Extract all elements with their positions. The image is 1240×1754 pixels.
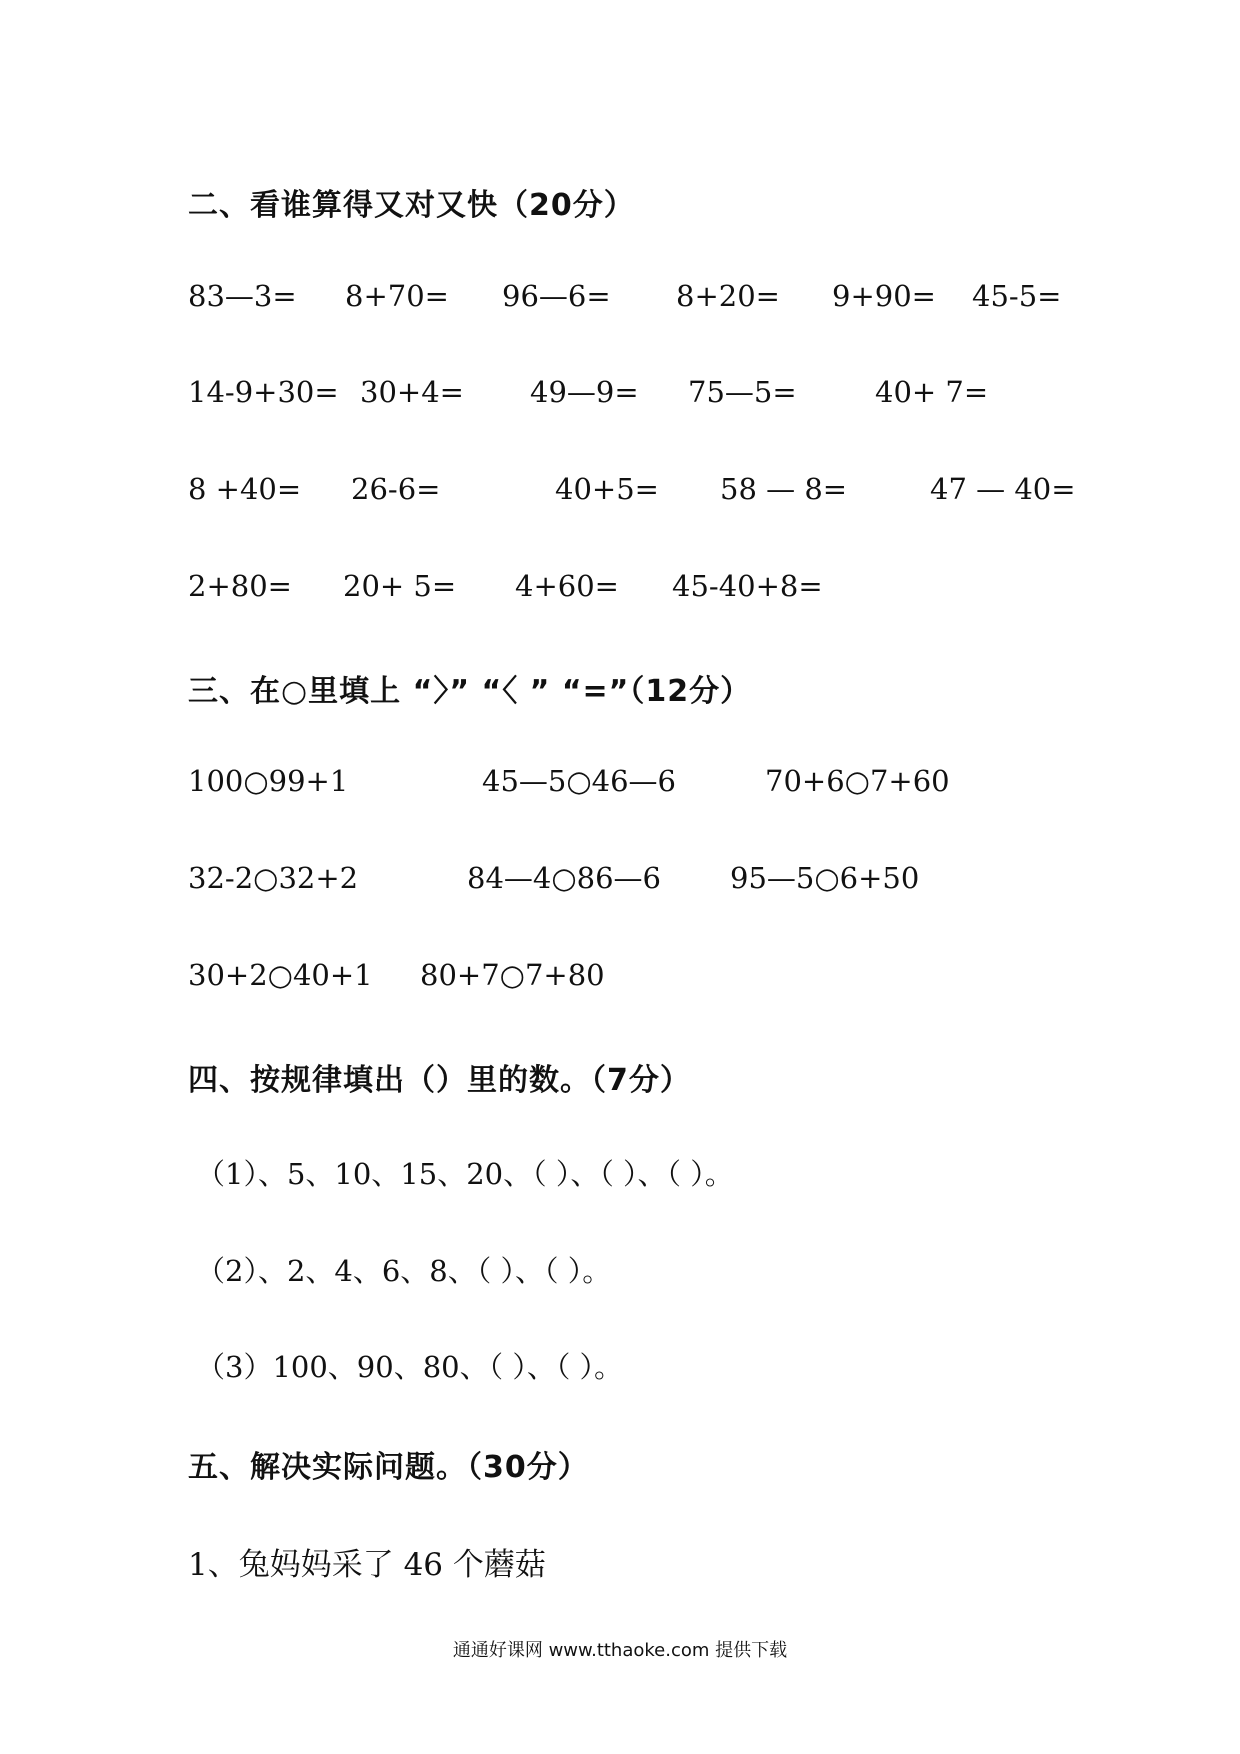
arithmetic-item: 20+ 5= bbox=[343, 569, 457, 603]
sequence-item-3: （3）100、90、80、（ ）、（ ）。 bbox=[196, 1350, 624, 1384]
arithmetic-item: 14-9+30= bbox=[188, 375, 339, 409]
comparison-item: 45—5○46—6 bbox=[482, 764, 677, 798]
arithmetic-item: 4+60= bbox=[515, 569, 619, 603]
arithmetic-item: 2+80= bbox=[188, 569, 292, 603]
arithmetic-item: 40+5= bbox=[555, 472, 659, 506]
arithmetic-item: 8+20= bbox=[676, 279, 780, 313]
sequence-item-1: （1）、5、10、15、20、（ ）、（ ）、（ ）。 bbox=[196, 1157, 734, 1191]
arithmetic-item: 26-6= bbox=[351, 472, 441, 506]
arithmetic-item: 75—5= bbox=[688, 375, 797, 409]
comparison-item: 100○99+1 bbox=[188, 764, 349, 798]
comparison-item: 95—5○6+50 bbox=[730, 861, 920, 895]
arithmetic-item: 45-5= bbox=[972, 279, 1062, 313]
comparison-item: 30+2○40+1 bbox=[188, 958, 373, 992]
sequence-item-2: （2）、2、4、6、8、（ ）、（ ）。 bbox=[196, 1254, 612, 1288]
section-2-heading: 二、看谁算得又对又快（20分） bbox=[188, 188, 635, 223]
comparison-item: 32-2○32+2 bbox=[188, 861, 359, 895]
footer-source-note: 通通好课网 www.tthaoke.com 提供下载 bbox=[452, 1640, 788, 1661]
arithmetic-item: 40+ 7= bbox=[875, 375, 989, 409]
section-5-heading: 五、解决实际问题。（30分） bbox=[188, 1450, 589, 1485]
arithmetic-item: 47 — 40= bbox=[930, 472, 1076, 506]
comparison-item: 70+6○7+60 bbox=[765, 764, 950, 798]
section-4-heading: 四、按规律填出（）里的数。（7分） bbox=[188, 1063, 691, 1098]
section-3-heading: 三、在○里填上 “〉” “〈 ” “=”（12分） bbox=[188, 674, 752, 709]
arithmetic-item: 30+4= bbox=[360, 375, 464, 409]
arithmetic-item: 9+90= bbox=[832, 279, 936, 313]
arithmetic-item: 83—3= bbox=[188, 279, 297, 313]
arithmetic-item: 45-40+8= bbox=[672, 569, 823, 603]
arithmetic-item: 49—9= bbox=[530, 375, 639, 409]
comparison-item: 84—4○86—6 bbox=[467, 861, 662, 895]
comparison-item: 80+7○7+80 bbox=[420, 958, 605, 992]
arithmetic-item: 8 +40= bbox=[188, 472, 302, 506]
arithmetic-item: 96—6= bbox=[502, 279, 611, 313]
word-problem-1: 1、兔妈妈采了 46 个蘑菇 bbox=[188, 1547, 546, 1583]
arithmetic-item: 58 — 8= bbox=[720, 472, 848, 506]
arithmetic-item: 8+70= bbox=[345, 279, 449, 313]
